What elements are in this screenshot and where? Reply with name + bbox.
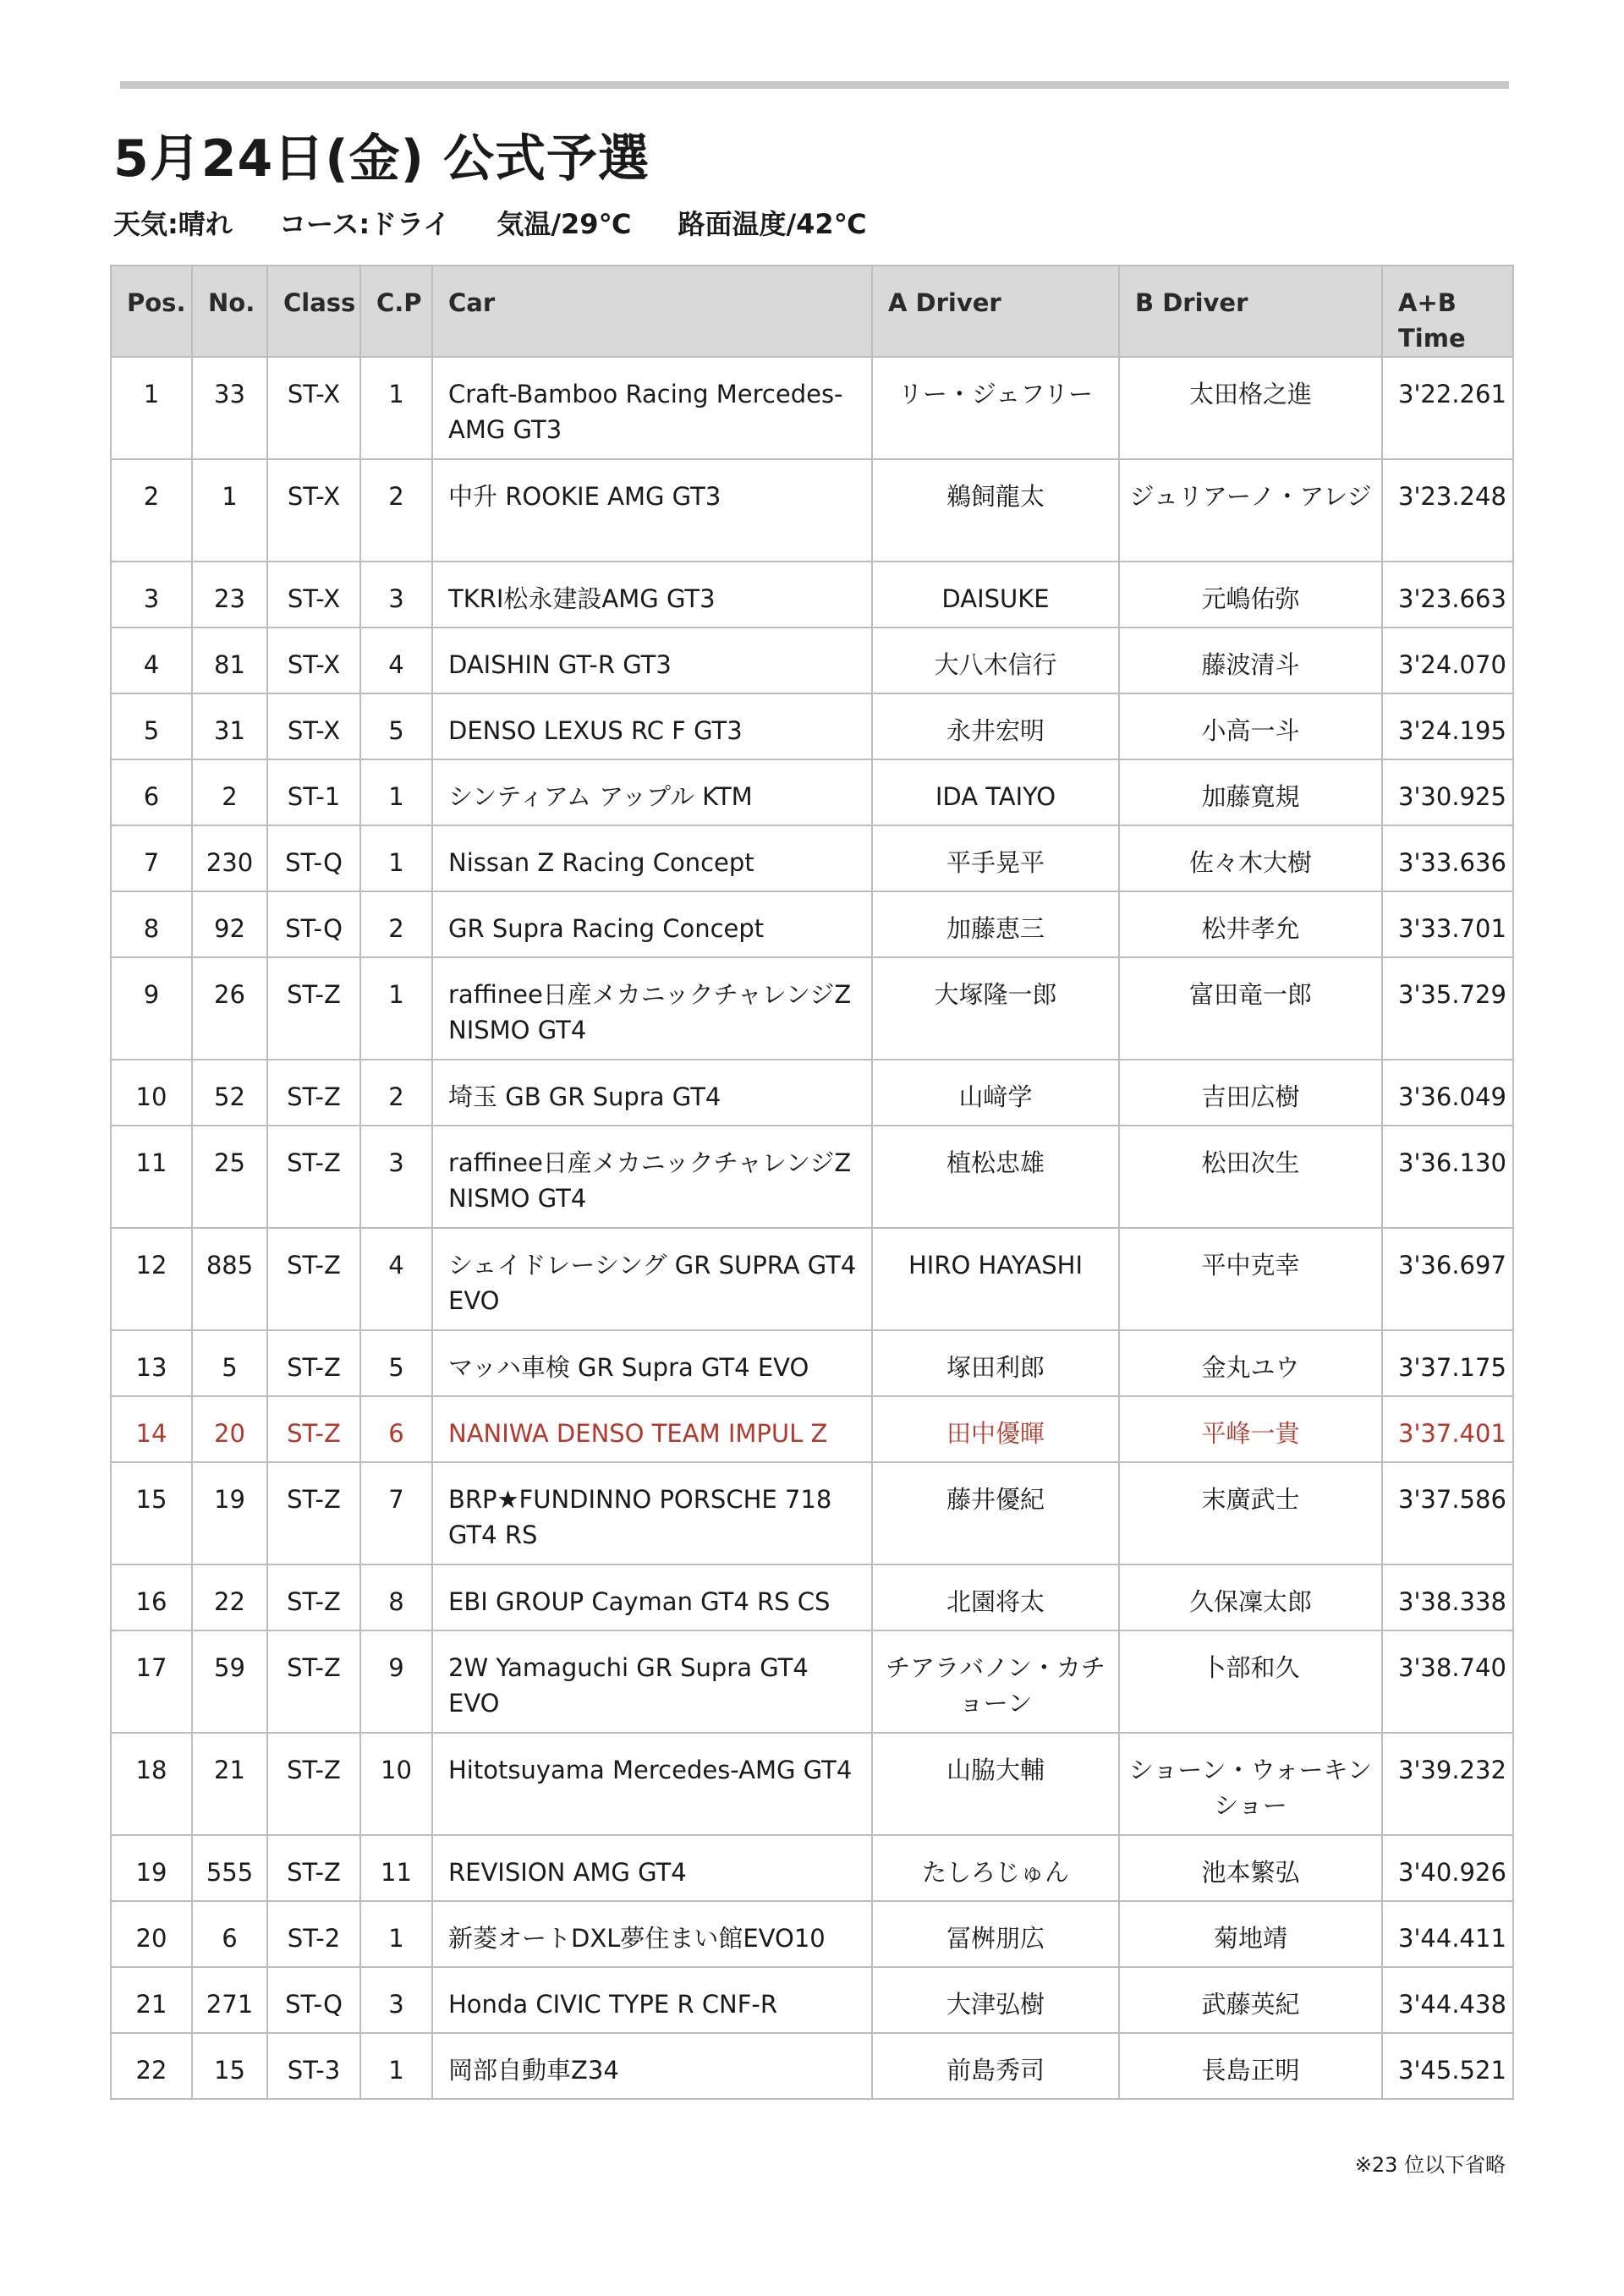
cell-a-driver: 永井宏明 [872,693,1119,759]
cell-pos: 18 [111,1733,192,1835]
top-divider-bar [120,81,1509,89]
cell-a-driver: チアラバノン・カチョーン [872,1630,1119,1733]
cell-class: ST-X [267,459,360,562]
cell-time: 3'36.697 [1382,1228,1513,1330]
col-header-a-driver: A Driver [872,266,1119,357]
cell-class: ST-Q [267,825,360,891]
cell-pos: 16 [111,1564,192,1630]
table-row [111,693,1513,759]
cell-time: 3'40.926 [1382,1835,1513,1901]
cell-b-driver: 卜部和久 [1119,1630,1382,1733]
cell-a-driver: 大八木信行 [872,627,1119,693]
cell-car: マッハ車検 GR Supra GT4 EVO [432,1330,872,1396]
cell-b-driver: 佐々木大樹 [1119,825,1382,891]
cell-no: 2 [192,759,267,825]
cell-cp: 3 [360,1967,432,2033]
cell-pos: 19 [111,1835,192,1901]
track-temp-label: 路面温度/42℃ [678,208,867,240]
table-row [111,1835,1513,1901]
cell-car: 2W Yamaguchi GR Supra GT4 EVO [432,1630,872,1733]
cell-cp: 5 [360,693,432,759]
cell-time: 3'33.636 [1382,825,1513,891]
table-row [111,627,1513,693]
cell-time: 3'44.438 [1382,1967,1513,2033]
cell-time: 3'37.586 [1382,1462,1513,1564]
cell-no: 59 [192,1630,267,1733]
cell-a-driver: 大津弘樹 [872,1967,1119,2033]
cell-no: 1 [192,459,267,562]
cell-class: ST-Z [267,1835,360,1901]
course-label: コース:ドライ [278,208,451,240]
cell-time: 3'24.195 [1382,693,1513,759]
cell-time: 3'22.261 [1382,357,1513,459]
cell-class: ST-X [267,562,360,627]
cell-pos: 12 [111,1228,192,1330]
cell-car: BRP★FUNDINNO PORSCHE 718 GT4 RS [432,1462,872,1564]
cell-time: 3'35.729 [1382,957,1513,1060]
cell-no: 15 [192,2033,267,2099]
cell-a-driver: 加藤恵三 [872,891,1119,957]
cell-b-driver: 長島正明 [1119,2033,1382,2099]
footnote: ※23 位以下省略 [1354,2153,1506,2177]
cell-time: 3'23.663 [1382,562,1513,627]
col-header-pos: Pos. [111,266,192,357]
cell-pos: 7 [111,825,192,891]
col-header-car: Car [432,266,872,357]
table-row [111,459,1513,562]
cell-car: raffinee日産メカニックチャレンジZ NISMO GT4 [432,1126,872,1228]
cell-a-driver: 鵜飼龍太 [872,459,1119,562]
cell-car: 新菱オートDXL夢住まい館EVO10 [432,1901,872,1967]
cell-class: ST-X [267,693,360,759]
cell-cp: 1 [360,957,432,1060]
table-row [111,1396,1513,1462]
cell-pos: 20 [111,1901,192,1967]
cell-car: EBI GROUP Cayman GT4 RS CS [432,1564,872,1630]
cell-time: 3'37.175 [1382,1330,1513,1396]
cell-car: TKRI松永建設AMG GT3 [432,562,872,627]
cell-pos: 6 [111,759,192,825]
cell-class: ST-1 [267,759,360,825]
cell-a-driver: 冨桝朋広 [872,1901,1119,1967]
cell-no: 26 [192,957,267,1060]
cell-cp: 2 [360,1060,432,1126]
cell-no: 21 [192,1733,267,1835]
cell-no: 25 [192,1126,267,1228]
cell-no: 230 [192,825,267,891]
cell-car: Craft-Bamboo Racing Mercedes-AMG GT3 [432,357,872,459]
cell-car: NANIWA DENSO TEAM IMPUL Z [432,1396,872,1462]
cell-class: ST-Q [267,1967,360,2033]
cell-cp: 4 [360,627,432,693]
col-header-class: Class [267,266,360,357]
cell-a-driver: 平手晃平 [872,825,1119,891]
cell-cp: 2 [360,891,432,957]
col-header-b-driver: B Driver [1119,266,1382,357]
cell-no: 23 [192,562,267,627]
cell-car: Nissan Z Racing Concept [432,825,872,891]
cell-pos: 13 [111,1330,192,1396]
cell-class: ST-Z [267,1126,360,1228]
cell-class: ST-Z [267,1733,360,1835]
cell-cp: 7 [360,1462,432,1564]
cell-car: 中升 ROOKIE AMG GT3 [432,459,872,562]
table-row [111,1330,1513,1396]
table-row [111,1733,1513,1835]
cell-b-driver: 松井孝允 [1119,891,1382,957]
table-row [111,1564,1513,1630]
table-row [111,825,1513,891]
cell-no: 22 [192,1564,267,1630]
cell-time: 3'45.521 [1382,2033,1513,2099]
cell-time: 3'39.232 [1382,1733,1513,1835]
cell-b-driver: 菊地靖 [1119,1901,1382,1967]
cell-pos: 3 [111,562,192,627]
cell-time: 3'44.411 [1382,1901,1513,1967]
table-row [111,2033,1513,2099]
cell-b-driver: 松田次生 [1119,1126,1382,1228]
cell-no: 271 [192,1967,267,2033]
cell-cp: 9 [360,1630,432,1733]
cell-a-driver: リー・ジェフリー [872,357,1119,459]
cell-pos: 22 [111,2033,192,2099]
cell-class: ST-Z [267,1564,360,1630]
cell-car: raffinee日産メカニックチャレンジZ NISMO GT4 [432,957,872,1060]
cell-a-driver: HIRO HAYASHI [872,1228,1119,1330]
cell-pos: 11 [111,1126,192,1228]
table-row [111,759,1513,825]
cell-pos: 5 [111,693,192,759]
cell-class: ST-Z [267,1462,360,1564]
cell-car: REVISION AMG GT4 [432,1835,872,1901]
cell-cp: 8 [360,1564,432,1630]
cell-no: 885 [192,1228,267,1330]
cell-class: ST-Z [267,1396,360,1462]
cell-time: 3'36.130 [1382,1126,1513,1228]
table-row [111,1630,1513,1733]
cell-cp: 1 [360,759,432,825]
cell-b-driver: 元嶋佑弥 [1119,562,1382,627]
cell-car: DENSO LEXUS RC F GT3 [432,693,872,759]
cell-time: 3'33.701 [1382,891,1513,957]
cell-cp: 4 [360,1228,432,1330]
cell-b-driver: ショーン・ウォーキンショー [1119,1733,1382,1835]
cell-cp: 5 [360,1330,432,1396]
cell-no: 81 [192,627,267,693]
table-row [111,1901,1513,1967]
cell-no: 19 [192,1462,267,1564]
cell-class: ST-Z [267,1060,360,1126]
cell-b-driver: 久保凜太郎 [1119,1564,1382,1630]
cell-time: 3'38.740 [1382,1630,1513,1733]
cell-pos: 2 [111,459,192,562]
cell-pos: 10 [111,1060,192,1126]
cell-no: 555 [192,1835,267,1901]
cell-car: 埼玉 GB GR Supra GT4 [432,1060,872,1126]
cell-pos: 9 [111,957,192,1060]
cell-cp: 6 [360,1396,432,1462]
cell-cp: 1 [360,1901,432,1967]
col-header-cp: C.P [360,266,432,357]
cell-b-driver: 富田竜一郎 [1119,957,1382,1060]
cell-no: 6 [192,1901,267,1967]
cell-car: Honda CIVIC TYPE R CNF-R [432,1967,872,2033]
table-row [111,1228,1513,1330]
cell-a-driver: 前島秀司 [872,2033,1119,2099]
col-header-no: No. [192,266,267,357]
cell-a-driver: 塚田利郎 [872,1330,1119,1396]
cell-cp: 2 [360,459,432,562]
cell-b-driver: 平峰一貴 [1119,1396,1382,1462]
cell-b-driver: 加藤寛規 [1119,759,1382,825]
cell-pos: 8 [111,891,192,957]
cell-b-driver: 藤波清斗 [1119,627,1382,693]
cell-car: シンティアム アップル KTM [432,759,872,825]
cell-time: 3'36.049 [1382,1060,1513,1126]
table-header-row [111,266,1513,357]
cell-car: シェイドレーシング GR SUPRA GT4 EVO [432,1228,872,1330]
cell-a-driver: 藤井優紀 [872,1462,1119,1564]
table-row [111,1060,1513,1126]
cell-time: 3'38.338 [1382,1564,1513,1630]
table-row [111,1967,1513,2033]
air-temp-label: 気温/29℃ [497,208,632,240]
table-row [111,357,1513,459]
col-header-time: A+B Time [1382,266,1513,357]
cell-no: 92 [192,891,267,957]
cell-b-driver: ジュリアーノ・アレジ [1119,459,1382,562]
cell-time: 3'24.070 [1382,627,1513,693]
cell-a-driver: IDA TAIYO [872,759,1119,825]
cell-b-driver: 小高一斗 [1119,693,1382,759]
cell-class: ST-Z [267,1228,360,1330]
table-row [111,562,1513,627]
cell-no: 5 [192,1330,267,1396]
cell-class: ST-3 [267,2033,360,2099]
cell-class: ST-Z [267,1630,360,1733]
cell-pos: 4 [111,627,192,693]
cell-cp: 10 [360,1733,432,1835]
cell-class: ST-X [267,357,360,459]
cell-b-driver: 平中克幸 [1119,1228,1382,1330]
cell-class: ST-2 [267,1901,360,1967]
cell-b-driver: 吉田広樹 [1119,1060,1382,1126]
cell-class: ST-Z [267,957,360,1060]
cell-b-driver: 太田格之進 [1119,357,1382,459]
cell-car: GR Supra Racing Concept [432,891,872,957]
cell-car: DAISHIN GT-R GT3 [432,627,872,693]
qualifying-results-table [110,265,1514,2100]
cell-cp: 1 [360,2033,432,2099]
table-row [111,1462,1513,1564]
cell-a-driver: 山﨑学 [872,1060,1119,1126]
cell-cp: 11 [360,1835,432,1901]
cell-a-driver: 北園将太 [872,1564,1119,1630]
cell-pos: 1 [111,357,192,459]
cell-class: ST-Z [267,1330,360,1396]
cell-time: 3'30.925 [1382,759,1513,825]
cell-class: ST-Q [267,891,360,957]
table-row [111,957,1513,1060]
cell-cp: 1 [360,825,432,891]
cell-a-driver: DAISUKE [872,562,1119,627]
table-row [111,1126,1513,1228]
page-title: 5月24日(金) 公式予選 [113,129,650,189]
cell-b-driver: 金丸ユウ [1119,1330,1382,1396]
cell-car: 岡部自動車Z34 [432,2033,872,2099]
cell-no: 33 [192,357,267,459]
cell-car: Hitotsuyama Mercedes-AMG GT4 [432,1733,872,1835]
weather-label: 天気:晴れ [113,208,233,240]
cell-a-driver: たしろじゅん [872,1835,1119,1901]
table-body [111,357,1513,2099]
cell-pos: 21 [111,1967,192,2033]
cell-cp: 1 [360,357,432,459]
cell-class: ST-X [267,627,360,693]
conditions-line [113,203,903,242]
cell-no: 31 [192,693,267,759]
cell-a-driver: 植松忠雄 [872,1126,1119,1228]
cell-cp: 3 [360,562,432,627]
cell-b-driver: 末廣武士 [1119,1462,1382,1564]
cell-cp: 3 [360,1126,432,1228]
cell-a-driver: 山脇大輔 [872,1733,1119,1835]
cell-pos: 17 [111,1630,192,1733]
cell-time: 3'37.401 [1382,1396,1513,1462]
table-row [111,891,1513,957]
cell-no: 52 [192,1060,267,1126]
cell-pos: 15 [111,1462,192,1564]
cell-pos: 14 [111,1396,192,1462]
cell-a-driver: 田中優暉 [872,1396,1119,1462]
cell-b-driver: 武藤英紀 [1119,1967,1382,2033]
cell-a-driver: 大塚隆一郎 [872,957,1119,1060]
cell-b-driver: 池本繁弘 [1119,1835,1382,1901]
cell-no: 20 [192,1396,267,1462]
cell-time: 3'23.248 [1382,459,1513,562]
